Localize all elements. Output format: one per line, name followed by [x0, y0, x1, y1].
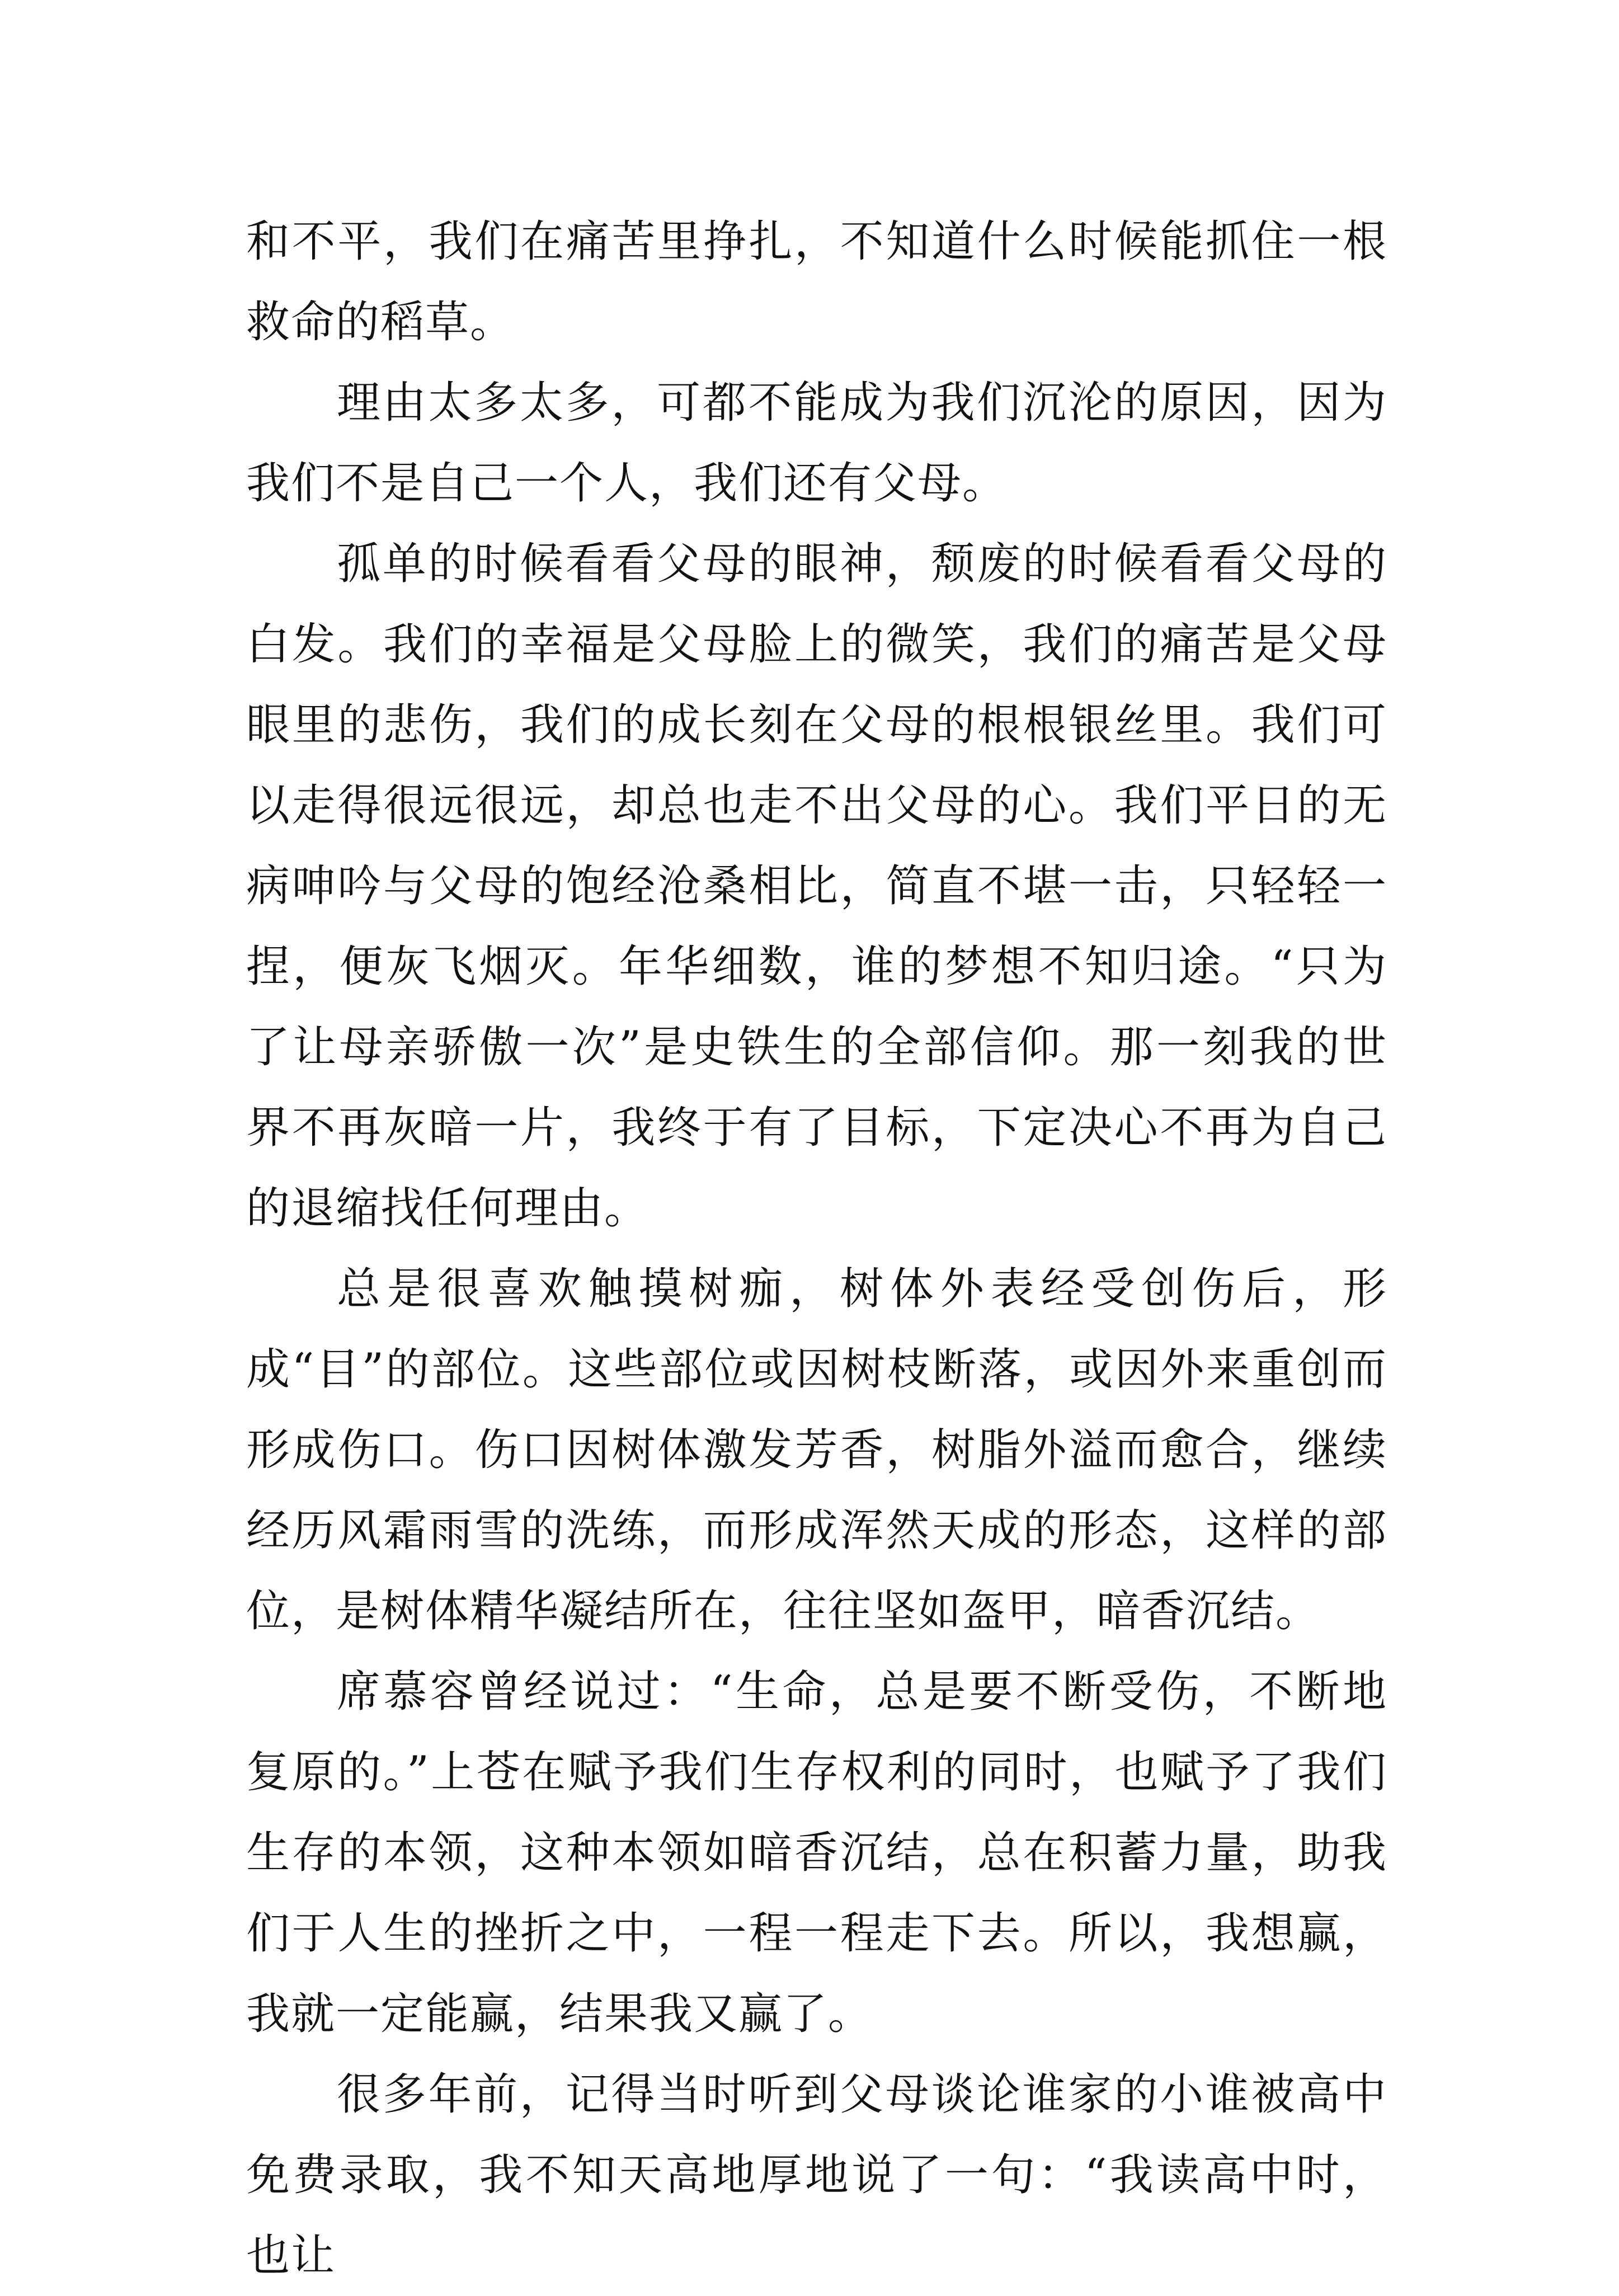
paragraph-5: 席慕容曾经说过：“生命，总是要不断受伤，不断地复原的。”上苍在赋予我们生存权利的同时，也赋予了我们生存的本领，这种本领如暗香沉结，总在积蓄力量，助我们于人生的挫折之中，一程一程走下去。所以，我想赢，我就一定能赢，结果我又赢了。	[246, 1667, 1387, 2039]
body-text	[246, 201, 1387, 2296]
paragraph-6: 很多年前，记得当时听到父母谈论谁家的小谁被高中免费录取，我不知天高地厚地说了一句：“我读高中时，也让	[246, 2069, 1387, 2281]
paragraph-1: 和不平，我们在痛苦里挣扎，不知道什么时候能抓住一根救命的稻草。	[246, 217, 1387, 347]
paragraph-2: 理由太多太多，可都不能成为我们沉沦的原因，因为我们不是自己一个人，我们还有父母。	[246, 378, 1387, 509]
paragraph-3: 孤单的时候看看父母的眼神，颓废的时候看看父母的白发。我们的幸福是父母脸上的微笑，我们的痛苦是父母眼里的悲伤，我们的成长刻在父母的根根银丝里。我们可以走得很远很远，却总也走不出父母的心。我们平日的无病呻吟与父母的饱经沧桑相比，简直不堪一击，只轻轻一捏，便灰飞烟灭。年华细数，谁的梦想不知归途。“只为了让母亲骄傲一次”是史铁生的全部信仰。那一刻我的世界不再灰暗一片，我终于有了目标，下定决心不再为自己的退缩找任何理由。	[246, 539, 1387, 1234]
paragraph-4: 总是很喜欢触摸树痂，树体外表经受创伤后，形成“目”的部位。这些部位或因树枝断落，或因外来重创而形成伤口。伤口因树体激发芳香，树脂外溢而愈合，继续经历风霜雨雪的洗练，而形成浑然天成的形态，这样的部位，是树体精华凝结所在，往往坚如盔甲，暗香沉结。	[246, 1264, 1387, 1636]
